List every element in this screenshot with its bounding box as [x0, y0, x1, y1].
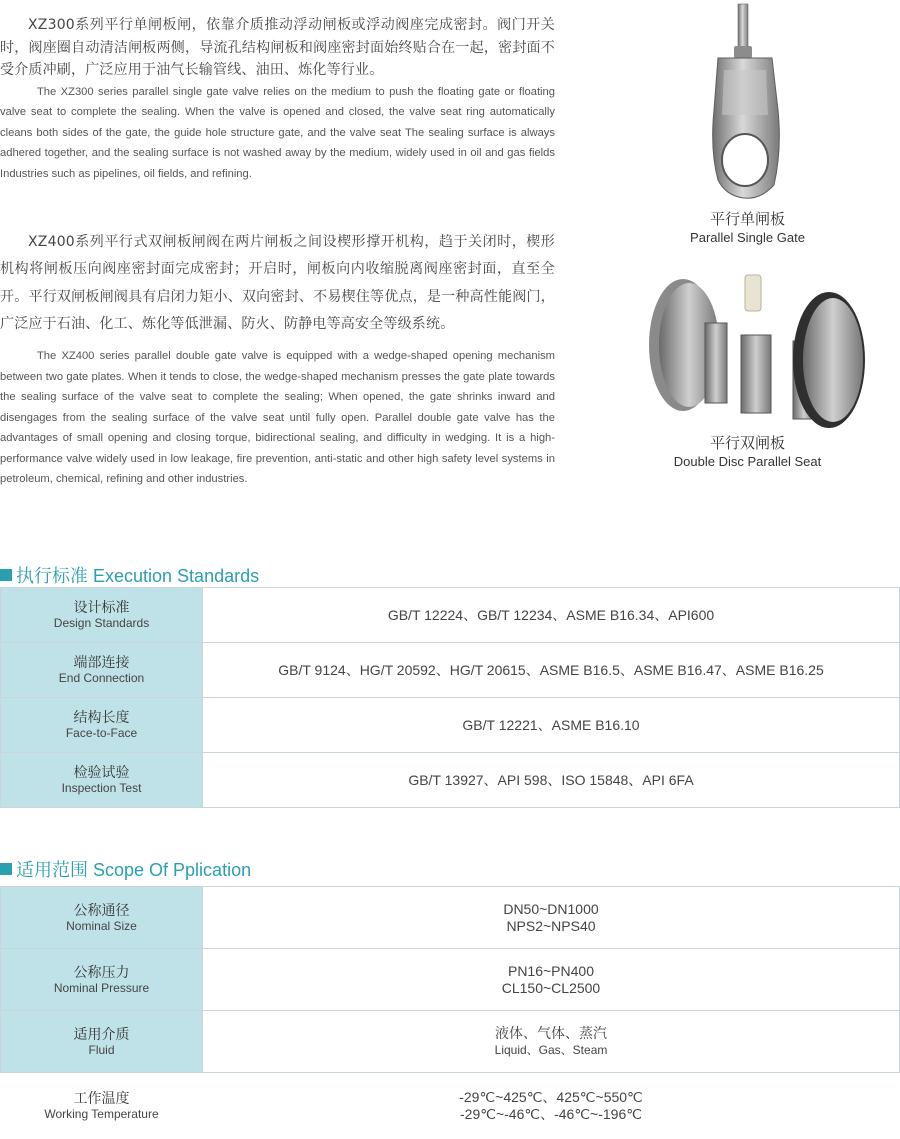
- value-line: NPS2~NPS40: [506, 917, 596, 934]
- row-label: [1, 1073, 203, 1139]
- table-row: [1, 698, 900, 753]
- label-en: Face-to-Face: [65, 726, 138, 740]
- value-line: 液体、气体、蒸汽: [495, 1024, 607, 1041]
- row-label: [1, 753, 203, 808]
- xz300-en-paragraph: The XZ300 series parallel single gate valve relies on the medium to push the floating gate or floating valve seat to complete the sealing. When the valve is opened and closed, the valve seat ring automatically cleans both sides of the gate, the guide hole structure gate, and the valve seat The sealing surface is always adhered together, and the sealing surface is not washed away by the medium, widely used in oil and gas fields Industries such as pipelines, oil fields, and refining.: [0, 85, 555, 180]
- xz300-description: [0, 14, 555, 184]
- row-value: [203, 1011, 900, 1073]
- label-en: Nominal Pressure: [53, 980, 150, 995]
- xz400-description: [0, 229, 555, 490]
- table-row: [1, 1011, 900, 1073]
- scope-title: 适用范围 Scope Of Pplication: [16, 860, 252, 880]
- value-line: DN50~DN1000: [503, 900, 599, 917]
- label-en: End Connection: [58, 671, 145, 685]
- row-label: [1, 643, 203, 698]
- execution-standards-table: [0, 587, 900, 808]
- single-gate-caption-en: Parallel Single Gate: [690, 230, 805, 245]
- double-disc-image: [645, 265, 870, 435]
- value-line: -29℃~425℃、425℃~550℃: [459, 1088, 643, 1105]
- value-line: CL150~CL2500: [501, 979, 601, 996]
- table-row: [1, 1073, 900, 1139]
- xz400-en-paragraph: The XZ400 series parallel double gate valve is equipped with a wedge-shaped opening mechanism between two gate plates. When it tends to close, the wedge-shaped mechanism presses the gate plate towards the sealing surface of the valve seat to complete the sealing; When opened, the gate shrinks inward and disengages from the sealing surface of the valve seat until fully open. Parallel double gate valve has the advantages of small opening and closing torque, bidirectional sealing, and difficulty in wedging. It is a high-performance valve widely used in low leakage, fire prevention, anti-static and other high safety level systems in petroleum, chemical, refining and other industries.: [0, 350, 555, 486]
- section-square-icon: [0, 863, 12, 875]
- double-disc-caption-en: Double Disc Parallel Seat: [673, 454, 822, 469]
- label-en: Design Standards: [53, 616, 150, 630]
- label-en: Working Temperature: [44, 1106, 159, 1121]
- label-zh: 结构长度: [73, 709, 130, 725]
- label-zh: 适用介质: [73, 1025, 130, 1042]
- row-label: [1, 1011, 203, 1073]
- value-line: -29℃~-46℃、-46℃~-196℃: [460, 1105, 642, 1122]
- execution-standards-title: 执行标准 Execution Standards: [16, 566, 260, 586]
- label-en: Inspection Test: [61, 781, 142, 795]
- label-zh: 检验试验: [73, 764, 130, 780]
- table-row: [1, 949, 900, 1011]
- row-label: [1, 887, 203, 949]
- label-zh: 工作温度: [73, 1089, 130, 1106]
- row-label: [1, 588, 203, 643]
- double-disc-caption-zh: 平行双闸板: [709, 434, 785, 452]
- table-row: [1, 643, 900, 698]
- row-value: [203, 887, 900, 949]
- section-square-icon: [0, 569, 12, 581]
- label-en: Fluid: [88, 1042, 115, 1057]
- double-disc-caption: [655, 433, 840, 471]
- label-zh: 设计标准: [73, 599, 130, 615]
- label-zh: 端部连接: [73, 654, 130, 670]
- row-value: GB/T 12221、ASME B16.10: [203, 698, 900, 753]
- row-label: [1, 949, 203, 1011]
- value-line: Liquid、Gas、Steam: [494, 1042, 608, 1057]
- row-value: [203, 949, 900, 1011]
- single-gate-caption: [660, 209, 835, 247]
- row-value: GB/T 9124、HG/T 20592、HG/T 20615、ASME B16.5、ASME B16.47、ASME B16.25: [203, 643, 900, 698]
- row-value: [203, 1073, 900, 1139]
- table-row: [1, 588, 900, 643]
- single-gate-caption-zh: 平行单闸板: [709, 210, 785, 228]
- row-value: GB/T 12224、GB/T 12234、ASME B16.34、API600: [203, 588, 900, 643]
- value-line: PN16~PN400: [507, 962, 594, 979]
- label-zh: 公称压力: [73, 963, 130, 980]
- single-gate-image: [700, 0, 790, 205]
- scope-table: [0, 886, 900, 1139]
- scope-heading: [0, 856, 251, 882]
- label-en: Nominal Size: [66, 918, 137, 933]
- row-value: GB/T 13927、API 598、ISO 15848、API 6FA: [203, 753, 900, 808]
- label-zh: 公称通径: [73, 901, 130, 918]
- table-row: [1, 887, 900, 949]
- table-row: [1, 753, 900, 808]
- xz300-zh-paragraph: XZ300系列平行单闸板闸，依靠介质推动浮动闸板或浮动阀座完成密封。阀门开关时，阀座圈自动清洁闸板两侧，导流孔结构闸板和阀座密封面始终贴合在一起，密封面不受介质冲刷，广泛应用于油气长输管线、油田、炼化等行业。: [0, 17, 555, 78]
- row-label: [1, 698, 203, 753]
- xz400-zh-paragraph: XZ400系列平行式双闸板闸阀在两片闸板之间设楔形撑开机构，趋于关闭时，楔形机构将闸板压向阀座密封面完成密封；开启时，闸板向内收缩脱离阀座密封面，直至全开。平行双闸板闸阀具有启闭力矩小、双向密封、不易楔住等优点，是一种高性能阀门，广泛应于石油、化工、炼化等低泄漏、防火、防静电等高安全等级系统。: [0, 234, 555, 332]
- execution-standards-heading: [0, 562, 259, 588]
